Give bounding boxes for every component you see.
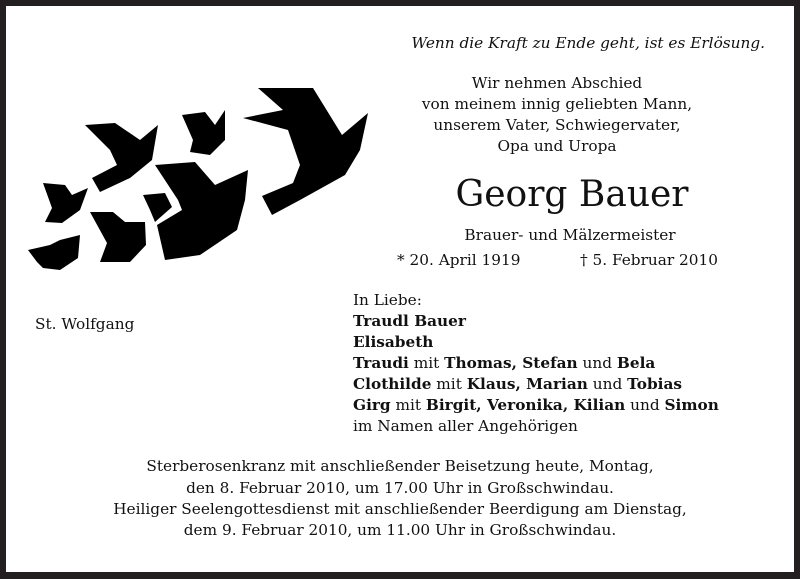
service-line: dem 9. Februar 2010, um 11.00 Uhr in Großschwindau.	[183, 521, 617, 539]
death-date: † 5. Februar 2010	[580, 251, 718, 269]
profession: Brauer- und Mälzermeister	[464, 226, 676, 244]
connector: mit	[390, 396, 426, 414]
bird-icon	[90, 212, 146, 262]
bird-icon	[155, 162, 248, 260]
family-name: Birgit, Veronika, Kilian	[425, 396, 626, 414]
family-closing: im Namen aller Angehörigen	[353, 417, 578, 435]
family-line	[353, 332, 433, 353]
bird-icon	[85, 123, 158, 192]
family-name: Bela	[616, 354, 656, 372]
intro-line: Opa und Uropa	[497, 137, 617, 155]
bird-icon	[182, 110, 225, 155]
family-line	[353, 311, 466, 332]
connector: und	[587, 375, 628, 393]
bird-icon	[143, 193, 172, 222]
family-name: Elisabeth	[353, 333, 434, 351]
connector: und	[625, 396, 665, 414]
family-name: Traudl Bauer	[353, 312, 466, 330]
bird-icon	[43, 183, 88, 223]
intro-line: Wir nehmen Abschied	[471, 74, 643, 92]
connector: mit	[431, 375, 467, 393]
intro-line: von meinem innig geliebten Mann,	[421, 95, 693, 113]
family-name: Clothilde	[353, 375, 432, 393]
family-name: Klaus, Marian	[466, 375, 588, 393]
family-line	[353, 374, 682, 395]
connector: mit	[408, 354, 445, 372]
service-line: den 8. Februar 2010, um 17.00 Uhr in Großschwindau.	[186, 479, 614, 497]
family-heading: In Liebe:	[353, 291, 422, 309]
family-name: Traudi	[353, 354, 409, 372]
family-line	[353, 395, 719, 416]
family-name: Tobias	[627, 375, 682, 393]
service-line: Sterberosenkranz mit anschließender Beisetzung heute, Montag,	[146, 457, 654, 475]
bird-icon	[243, 88, 368, 215]
motto: Wenn die Kraft zu Ende geht, ist es Erlösung.	[411, 34, 765, 52]
intro-line: unserem Vater, Schwiegervater,	[433, 116, 681, 134]
family-name: Girg	[353, 396, 391, 414]
family-name: Simon	[664, 396, 719, 414]
place: St. Wolfgang	[35, 315, 135, 333]
service-line: Heiliger Seelengottesdienst mit anschließender Beerdigung am Dienstag,	[113, 500, 687, 518]
deceased-name: Georg Bauer	[455, 174, 689, 215]
birth-date: * 20. April 1919	[397, 251, 521, 269]
connector: und	[577, 354, 617, 372]
family-line	[353, 353, 655, 374]
family-name: Thomas, Stefan	[444, 354, 578, 372]
bird-icon	[28, 235, 80, 270]
flying-birds-illustration	[0, 0, 400, 290]
